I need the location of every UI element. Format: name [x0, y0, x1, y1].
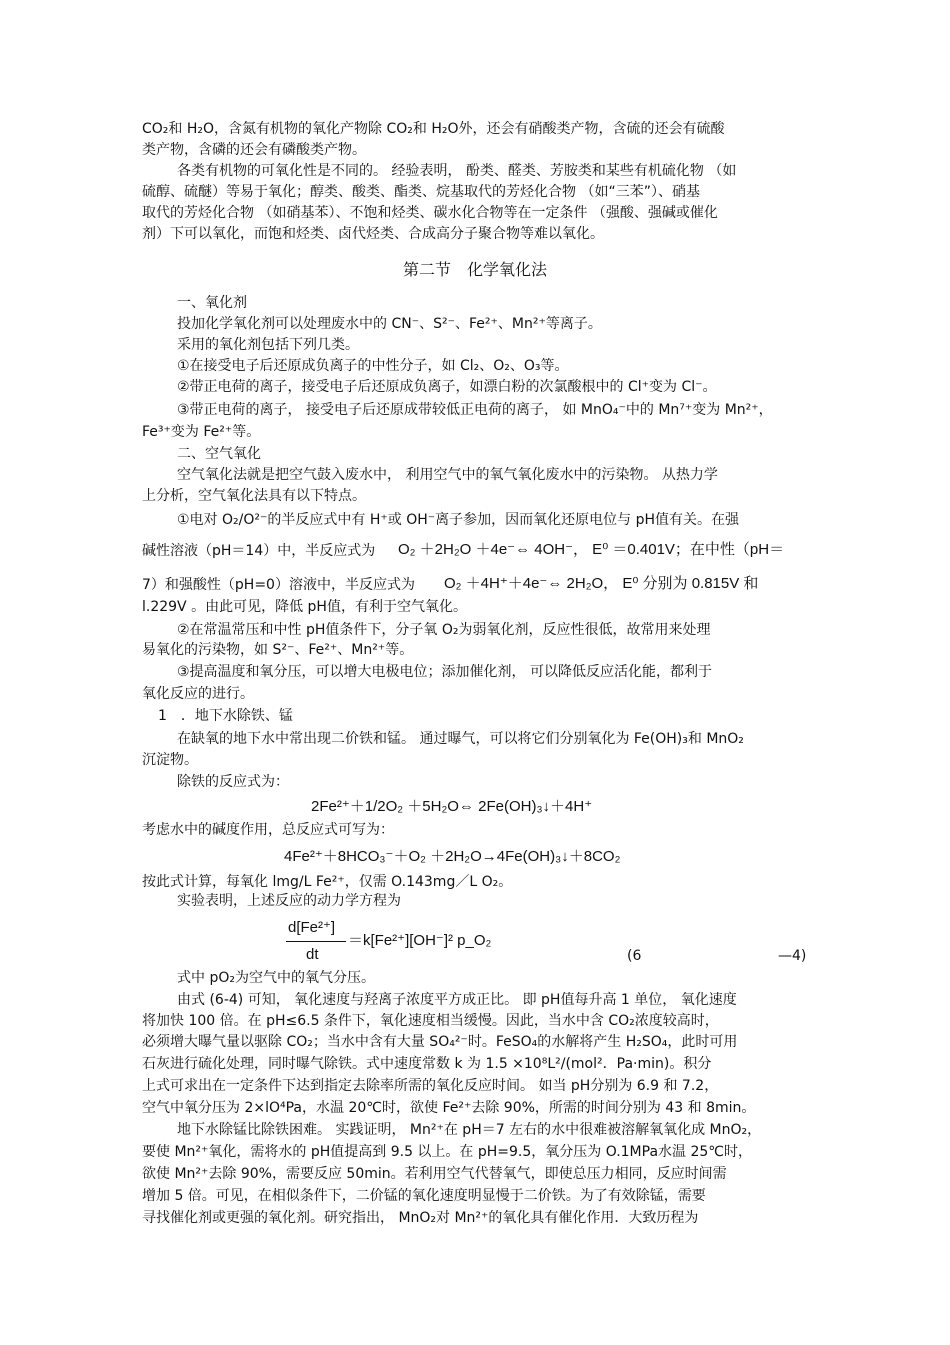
text-line: CO₂和 H₂O，含氮有机物的氧化产物除 CO₂和 H₂O外，还会有硝酸类产物，含硫的还会有硫酸 — [142, 121, 725, 137]
text-line: 石灰进行硫化处理，同时曝气除铁。式中速度常数 k 为 1.5 ×10⁸L²/(mol²．Pa·min)。积分 — [142, 1056, 712, 1072]
text-line: ①电对 O₂/O²⁻的半反应式中有 H⁺或 OH⁻离子参加，因而氧化还原电位与 pH值有关。在强 — [177, 512, 739, 528]
equation-number-close: —4) — [778, 948, 807, 964]
equation-iron-oxidation: 2Fe²⁺＋1/2O₂ ＋5H₂O⇔ 2Fe(OH)₃↓＋4H⁺ — [311, 798, 593, 815]
text-line: ②在常温常压和中性 pH值条件下，分子氧 O₂为弱氧化剂，反应性很低，故常用来处理 — [177, 622, 711, 638]
text-line: ①在接受电子后还原成负离子的中性分子，如 Cl₂、O₂、O₃等。 — [177, 358, 569, 374]
text-line: 增加 5 倍。可见，在相似条件下，二价锰的氧化速度明显慢于二价铁。为了有效除锰，需要 — [142, 1188, 706, 1204]
half-reaction-basic: O₂ ＋2H₂O ＋4e⁻⇔ 4OH⁻， E⁰ ＝0.401V；在中性（pH＝ — [398, 541, 785, 558]
text-line: 考虑水中的碱度作用，总反应式可写为： — [142, 822, 394, 838]
text-line: 地下水除锰比除铁困难。 实践证明， Mn²⁺在 pH＝7 左右的水中很难被溶解氧氧化成 MnO₂， — [177, 1122, 762, 1138]
text-line: 投加化学氧化剂可以处理废水中的 CN⁻、S²⁻、Fe²⁺、Mn²⁺等离子。 — [177, 316, 602, 332]
text-line: 将加快 100 倍。在 pH≤6.5 条件下，氧化速度相当缓慢。因此，当水中含 CO₂浓度较高时， — [142, 1013, 719, 1029]
text-line: 碱性溶液（pH＝14）中，半反应式为 — [142, 543, 376, 559]
equation-numerator: d[Fe²⁺] — [288, 919, 336, 936]
text-line: 易氧化的污染物，如 S²⁻、Fe²⁺、Mn²⁺等。 — [142, 642, 414, 658]
text-line: ③提高温度和氧分压，可以增大电极电位；添加催化剂， 可以降低反应活化能，都利于 — [177, 664, 712, 680]
text-line: 各类有机物的可氧化性是不同的。 经验表明， 酚类、醛类、芳胺类和某些有机硫化物 （如 — [177, 163, 737, 179]
half-reaction-acidic: O₂ ＋4H⁺＋4e⁻⇔ 2H₂O， E⁰ 分别为 0.815V 和 — [444, 575, 759, 592]
section-title: 第二节 化学氧化法 — [402, 260, 547, 279]
text-line: 7）和强酸性（pH=0）溶液中，半反应式为 — [142, 577, 415, 593]
text-line: l.229V 。由此可见，降低 pH值，有利于空气氧化。 — [142, 599, 467, 615]
text-line: 剂）下可以氧化，而饱和烃类、卤代烃类、合成高分子聚合物等难以氧化。 — [142, 226, 604, 242]
subheading: 一、氧化剂 — [177, 295, 247, 311]
text-line: 沉淀物。 — [142, 752, 198, 768]
text-line: 空气氧化法就是把空气鼓入废水中， 利用空气中的氧气氧化废水中的污染物。 从热力学 — [177, 467, 718, 483]
text-line: 在缺氧的地下水中常出现二价铁和锰。 通过曝气，可以将它们分别氧化为 Fe(OH)₃和 MnO₂ — [177, 731, 744, 747]
text-line: 按此式计算，每氧化 lmg/L Fe²⁺，仅需 O.143mg／L O₂。 — [142, 874, 513, 890]
text-line: 采用的氧化剂包括下列几类。 — [177, 337, 359, 353]
text-line: 氧化反应的进行。 — [142, 686, 254, 702]
subheading: 二、空气氧化 — [177, 446, 261, 462]
equation-number-open: (6 — [627, 948, 642, 964]
text-line: 式中 pO₂为空气中的氧气分压。 — [177, 970, 375, 986]
text-line: 除铁的反应式为： — [177, 774, 289, 790]
text-line: 类产物，含磷的还会有磷酸类产物。 — [142, 142, 366, 158]
fraction-bar — [286, 941, 346, 942]
text-line: 实验表明，上述反应的动力学方程为 — [177, 893, 401, 909]
text-line: 必须增大曝气量以驱除 CO₂；当水中含有大量 SO₄²⁻时。FeSO₄的水解将产生 H₂SO₄，此时可用 — [142, 1034, 738, 1050]
text-line: 空气中氧分压为 2×lO⁴Pa，水温 20℃时，欲使 Fe²⁺去除 90%，所需的时间分别为 43 和 8min。 — [142, 1100, 756, 1116]
subheading: 1 ．地下水除铁、锰 — [158, 708, 293, 724]
text-line: 欲使 Mn²⁺去除 90%，需要反应 50min。若利用空气代替氧气，即使总压力相同，反应时间需 — [142, 1166, 727, 1182]
text-line: Fe³⁺变为 Fe²⁺等。 — [142, 424, 261, 440]
text-line: 硫醇、硫醚）等易于氧化；醇类、酸类、酯类、烷基取代的芳烃化合物 （如“三苯”）、硝基 — [142, 184, 700, 200]
text-line: 取代的芳烃化合物 （如硝基苯）、不饱和烃类、碳水化合物等在一定条件 （强酸、强碱或催化 — [142, 205, 718, 221]
text-line: 要使 Mn²⁺氧化，需将水的 pH值提高到 9.5 以上。在 pH=9.5，氧分压为 O.1MPa水温 25℃时， — [142, 1144, 753, 1160]
text-line: 上式可求出在一定条件下达到指定去除率所需的氧化反应时间。 如当 pH分别为 6.9 和 7.2， — [142, 1078, 719, 1094]
text-line: 由式 (6-4) 可知， 氧化速度与羟离子浓度平方成正比。 即 pH值每升高 1 单位， 氧化速度 — [177, 992, 737, 1008]
text-line: 寻找催化剂或更强的氧化剂。研究指出， MnO₂对 Mn²⁺的氧化具有催化作用．大致历程为 — [142, 1210, 699, 1226]
equation-total-reaction: 4Fe²⁺＋8HCO₃⁻＋O₂ ＋2H₂O→4Fe(OH)₃↓＋8CO₂ — [284, 848, 621, 865]
equation-rhs: ＝k[Fe²⁺][OH⁻]² p_O₂ — [348, 932, 492, 949]
text-line: 上分析，空气氧化法具有以下特点。 — [142, 488, 366, 504]
text-line: ③带正电荷的离子， 接受电子后还原成带较低正电荷的离子， 如 MnO₄⁻中的 Mn⁷⁺变为 Mn²⁺， — [177, 402, 773, 418]
text-line: ②带正电荷的离子，接受电子后还原成负离子，如漂白粉的次氯酸根中的 Cl⁺变为 Cl⁻。 — [177, 379, 717, 395]
equation-denominator: dt — [306, 946, 319, 963]
